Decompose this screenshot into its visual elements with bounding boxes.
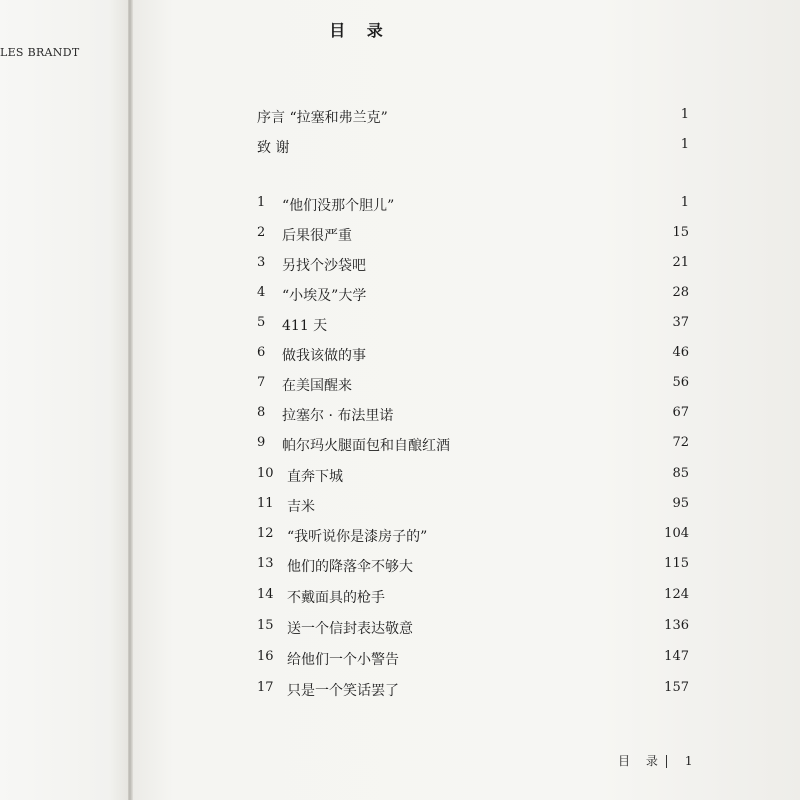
footer-divider (666, 755, 667, 768)
chapter-title: 拉塞尔 · 布法里诺 (282, 408, 394, 424)
left-page-running-header: LES BRANDT (0, 46, 80, 59)
chapter-title: “他们没那个胆儿” (282, 198, 395, 214)
toc-chapter-entry (257, 587, 689, 613)
toc-front-entry (257, 107, 689, 133)
toc-chapter-entry (257, 285, 689, 311)
chapter-page: 157 (664, 680, 689, 695)
left-page (0, 0, 128, 800)
chapter-title: 送一个信封表达敬意 (287, 621, 413, 637)
toc-chapter-entry (257, 405, 689, 431)
chapter-page: 85 (672, 466, 689, 481)
chapter-page: 147 (664, 649, 689, 664)
chapter-title: 他们的降落伞不够大 (287, 559, 413, 575)
toc-chapter-entry (257, 315, 689, 341)
toc-chapter-entry (257, 526, 689, 552)
chapter-number: 5 (257, 315, 266, 330)
chapter-page: 56 (672, 375, 689, 390)
toc-front-entry (257, 137, 689, 163)
chapter-number: 6 (257, 345, 266, 360)
toc-chapter-entry (257, 375, 689, 401)
chapter-number: 10 (257, 466, 274, 481)
toc-title: 目 录 (329, 21, 391, 40)
chapter-page: 136 (664, 618, 689, 633)
chapter-page: 15 (672, 225, 689, 240)
toc-chapter-entry (257, 435, 689, 461)
chapter-number: 3 (257, 255, 266, 270)
chapter-number: 9 (257, 435, 266, 450)
chapter-page: 72 (672, 435, 689, 450)
chapter-title: “小埃及”大学 (282, 288, 367, 304)
toc-chapter-entry (257, 466, 689, 492)
toc-chapter-entry (257, 680, 689, 706)
chapter-title: 另找个沙袋吧 (282, 258, 366, 274)
chapter-title: 吉米 (287, 499, 315, 515)
chapter-title: 直奔下城 (287, 469, 343, 485)
chapter-page: 46 (672, 345, 689, 360)
footer-label: 目 录 (618, 754, 664, 768)
chapter-page: 67 (672, 405, 689, 420)
chapter-page: 115 (664, 556, 689, 571)
chapter-number: 8 (257, 405, 266, 420)
toc-entry-title: 序言 “拉塞和弗兰克” (257, 110, 388, 126)
chapter-page: 21 (672, 255, 689, 270)
chapter-title: 只是一个笑话罢了 (287, 683, 399, 699)
chapter-title: 不戴面具的枪手 (287, 590, 385, 606)
chapter-page: 37 (672, 315, 689, 330)
toc-chapter-entry (257, 345, 689, 371)
chapter-number: 13 (257, 556, 274, 571)
toc-chapter-entry (257, 195, 689, 221)
chapter-page: 1 (680, 195, 689, 210)
toc-chapter-entry (257, 255, 689, 281)
chapter-title: “我听说你是漆房子的” (287, 529, 428, 545)
chapter-title: 给他们一个小警告 (287, 652, 399, 668)
footer-page-number: 1 (684, 754, 693, 768)
chapter-title: 411 天 (282, 318, 328, 334)
toc-entry-page: 1 (680, 107, 689, 122)
toc-chapter-entry (257, 618, 689, 644)
chapter-page: 95 (672, 496, 689, 511)
chapter-page: 124 (664, 587, 689, 602)
chapter-title: 帕尔玛火腿面包和自酿红酒 (282, 438, 450, 454)
chapter-page: 28 (672, 285, 689, 300)
toc-chapter-entry (257, 225, 689, 251)
page-footer (618, 752, 692, 769)
chapter-page: 104 (664, 526, 689, 541)
chapter-number: 11 (257, 496, 274, 511)
chapter-number: 12 (257, 526, 274, 541)
chapter-title: 后果很严重 (282, 228, 352, 244)
chapter-number: 15 (257, 618, 274, 633)
chapter-number: 17 (257, 680, 274, 695)
chapter-number: 7 (257, 375, 266, 390)
toc-entry-title: 致 谢 (257, 140, 290, 156)
chapter-title: 在美国醒来 (282, 378, 352, 394)
toc-chapter-entry (257, 649, 689, 675)
toc-chapter-entry (257, 496, 689, 522)
chapter-title: 做我该做的事 (282, 348, 366, 364)
chapter-number: 4 (257, 285, 266, 300)
chapter-number: 1 (257, 195, 266, 210)
chapter-number: 16 (257, 649, 274, 664)
chapter-number: 2 (257, 225, 266, 240)
toc-chapter-entry (257, 556, 689, 582)
chapter-number: 14 (257, 587, 274, 602)
toc-entry-page: 1 (680, 137, 689, 152)
